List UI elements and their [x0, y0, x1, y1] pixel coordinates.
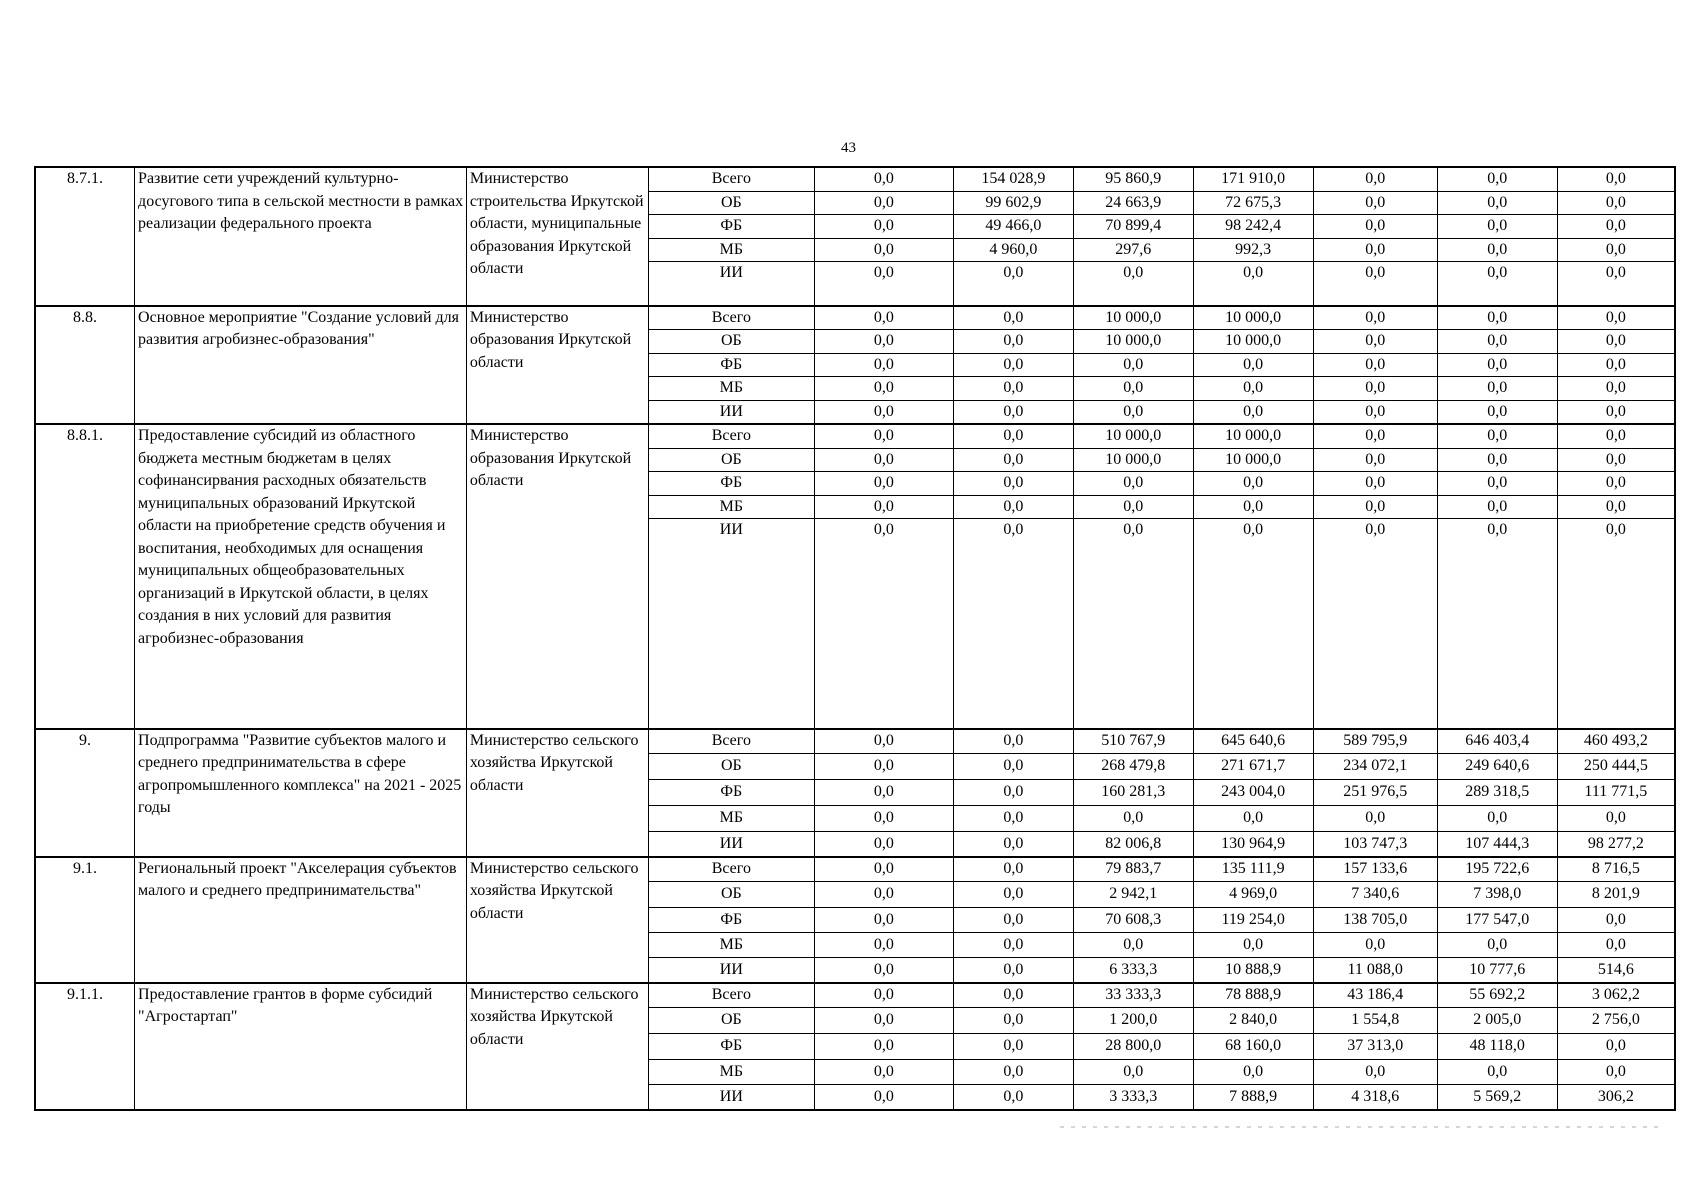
amount-cell: 0,0: [1193, 495, 1313, 519]
amount-cell: 0,0: [1313, 1060, 1437, 1085]
amount-cell: 10 000,0: [1073, 330, 1193, 354]
funding-source: МБ: [648, 495, 814, 519]
amount-cell: 0,0: [1313, 806, 1437, 832]
table-row: [35, 424, 1675, 448]
amount-cell: 0,0: [814, 495, 953, 519]
amount-cell: 0,0: [814, 983, 953, 1008]
executor: Министерство образования Иркутской области: [466, 424, 648, 729]
row-index: 9.1.1.: [35, 983, 135, 1110]
amount-cell: 119 254,0: [1193, 908, 1313, 933]
amount-cell: 0,0: [1193, 353, 1313, 377]
amount-cell: 0,0: [1193, 472, 1313, 496]
amount-cell: 0,0: [1313, 191, 1437, 215]
executor: Министерство сельского хозяйства Иркутской области: [466, 857, 648, 983]
amount-cell: 0,0: [953, 519, 1073, 729]
row-index: 8.7.1.: [35, 167, 135, 306]
amount-cell: 43 186,4: [1313, 983, 1437, 1008]
funding-source: ФБ: [648, 780, 814, 806]
amount-cell: 0,0: [1437, 933, 1557, 958]
funding-source: ОБ: [648, 330, 814, 354]
amount-cell: 0,0: [953, 806, 1073, 832]
amount-cell: 0,0: [1193, 377, 1313, 401]
amount-cell: 79 883,7: [1073, 857, 1193, 882]
amount-cell: 0,0: [953, 832, 1073, 857]
row-index: 8.8.1.: [35, 424, 135, 729]
amount-cell: 0,0: [1557, 472, 1675, 496]
funding-source: Всего: [648, 306, 814, 330]
funding-source: Всего: [648, 857, 814, 882]
amount-cell: 289 318,5: [1437, 780, 1557, 806]
amount-cell: 0,0: [1313, 448, 1437, 472]
amount-cell: 0,0: [1437, 215, 1557, 239]
amount-cell: 0,0: [953, 353, 1073, 377]
row-index: 9.: [35, 729, 135, 857]
amount-cell: 0,0: [1073, 495, 1193, 519]
amount-cell: 514,6: [1557, 958, 1675, 983]
amount-cell: 0,0: [814, 167, 953, 191]
amount-cell: 0,0: [953, 958, 1073, 983]
amount-cell: 0,0: [1437, 377, 1557, 401]
amount-cell: 0,0: [814, 1034, 953, 1060]
amount-cell: 0,0: [1557, 933, 1675, 958]
amount-cell: 0,0: [953, 424, 1073, 448]
amount-cell: 2 756,0: [1557, 1008, 1675, 1034]
amount-cell: 234 072,1: [1313, 754, 1437, 780]
amount-cell: 2 005,0: [1437, 1008, 1557, 1034]
amount-cell: 0,0: [814, 908, 953, 933]
amount-cell: 10 000,0: [1193, 306, 1313, 330]
amount-cell: 4 318,6: [1313, 1085, 1437, 1110]
amount-cell: 0,0: [1193, 400, 1313, 424]
amount-cell: 0,0: [814, 377, 953, 401]
amount-cell: 68 160,0: [1193, 1034, 1313, 1060]
amount-cell: 3 333,3: [1073, 1085, 1193, 1110]
amount-cell: 10 000,0: [1193, 448, 1313, 472]
amount-cell: 0,0: [953, 306, 1073, 330]
row-index: 9.1.: [35, 857, 135, 983]
amount-cell: 0,0: [814, 780, 953, 806]
amount-cell: 0,0: [1073, 519, 1193, 729]
funding-source: Всего: [648, 729, 814, 754]
amount-cell: 171 910,0: [1193, 167, 1313, 191]
activity-name: Подпрограмма "Развитие субъектов малого и среднего предпринимательства в сфере агропромышленного комплекса" на 2021 - 2025 годы: [135, 729, 467, 857]
amount-cell: 0,0: [1557, 262, 1675, 306]
amount-cell: 48 118,0: [1437, 1034, 1557, 1060]
activity-name: Предоставление субсидий из областного бюджета местным бюджетам в целях софинансирвания расходных обязательств муниципальных образований Иркутской области на приобретение средств обучения и воспитания, необходимых для оснащения муниципальных общеобразовательных организаций в Иркутской области, в целях создания в них условий для развития агробизнес-образования: [135, 424, 467, 729]
amount-cell: 0,0: [1437, 353, 1557, 377]
amount-cell: 7 340,6: [1313, 882, 1437, 908]
amount-cell: 107 444,3: [1437, 832, 1557, 857]
amount-cell: 0,0: [953, 330, 1073, 354]
amount-cell: 0,0: [814, 215, 953, 239]
amount-cell: 24 663,9: [1073, 191, 1193, 215]
funding-source: ИИ: [648, 262, 814, 306]
table-row: [35, 857, 1675, 882]
amount-cell: 0,0: [814, 1008, 953, 1034]
amount-cell: 992,3: [1193, 238, 1313, 262]
amount-cell: 0,0: [1313, 400, 1437, 424]
amount-cell: 135 111,9: [1193, 857, 1313, 882]
amount-cell: 0,0: [1437, 306, 1557, 330]
amount-cell: 0,0: [1313, 377, 1437, 401]
amount-cell: 0,0: [814, 238, 953, 262]
amount-cell: 10 000,0: [1073, 306, 1193, 330]
amount-cell: 0,0: [1437, 448, 1557, 472]
table-row: [35, 983, 1675, 1008]
funding-source: МБ: [648, 238, 814, 262]
amount-cell: 0,0: [1073, 353, 1193, 377]
amount-cell: 0,0: [1073, 933, 1193, 958]
amount-cell: 0,0: [1193, 806, 1313, 832]
amount-cell: 1 200,0: [1073, 1008, 1193, 1034]
amount-cell: 0,0: [1437, 262, 1557, 306]
funding-source: ФБ: [648, 215, 814, 239]
amount-cell: 0,0: [1557, 167, 1675, 191]
funding-source: ИИ: [648, 519, 814, 729]
amount-cell: 0,0: [1437, 424, 1557, 448]
amount-cell: 10 000,0: [1073, 424, 1193, 448]
amount-cell: 268 479,8: [1073, 754, 1193, 780]
amount-cell: 4 969,0: [1193, 882, 1313, 908]
amount-cell: 0,0: [953, 882, 1073, 908]
amount-cell: 95 860,9: [1073, 167, 1193, 191]
executor: Министерство сельского хозяйства Иркутской области: [466, 983, 648, 1110]
amount-cell: 0,0: [1557, 238, 1675, 262]
amount-cell: 37 313,0: [1313, 1034, 1437, 1060]
amount-cell: 0,0: [814, 424, 953, 448]
table-row: [35, 306, 1675, 330]
amount-cell: 78 888,9: [1193, 983, 1313, 1008]
amount-cell: 250 444,5: [1557, 754, 1675, 780]
amount-cell: 0,0: [1557, 191, 1675, 215]
amount-cell: 11 088,0: [1313, 958, 1437, 983]
amount-cell: 49 466,0: [953, 215, 1073, 239]
amount-cell: 0,0: [1437, 495, 1557, 519]
amount-cell: 0,0: [1437, 472, 1557, 496]
amount-cell: 0,0: [1557, 377, 1675, 401]
amount-cell: 271 671,7: [1193, 754, 1313, 780]
activity-name: Основное мероприятие "Создание условий для развития агробизнес-образования": [135, 306, 467, 425]
amount-cell: 0,0: [1193, 1060, 1313, 1085]
amount-cell: 0,0: [1073, 806, 1193, 832]
table-row: [35, 729, 1675, 754]
amount-cell: 645 640,6: [1193, 729, 1313, 754]
amount-cell: 0,0: [1073, 400, 1193, 424]
funding-source: ОБ: [648, 1008, 814, 1034]
amount-cell: 0,0: [953, 754, 1073, 780]
amount-cell: 0,0: [1437, 191, 1557, 215]
amount-cell: 82 006,8: [1073, 832, 1193, 857]
funding-source: МБ: [648, 377, 814, 401]
amount-cell: 8 716,5: [1557, 857, 1675, 882]
amount-cell: 0,0: [1313, 167, 1437, 191]
amount-cell: 0,0: [1073, 472, 1193, 496]
executor: Министерство образования Иркутской области: [466, 306, 648, 425]
amount-cell: 103 747,3: [1313, 832, 1437, 857]
amount-cell: 0,0: [1313, 933, 1437, 958]
funding-source: Всего: [648, 424, 814, 448]
amount-cell: 0,0: [1437, 1060, 1557, 1085]
amount-cell: 0,0: [814, 754, 953, 780]
amount-cell: 0,0: [1437, 519, 1557, 729]
page-number: 43: [841, 140, 856, 156]
amount-cell: 0,0: [1073, 1060, 1193, 1085]
funding-source: ОБ: [648, 754, 814, 780]
amount-cell: 0,0: [814, 262, 953, 306]
budget-table: [34, 166, 1676, 1111]
funding-source: Всего: [648, 983, 814, 1008]
amount-cell: 0,0: [953, 495, 1073, 519]
table-body: [35, 167, 1675, 1110]
amount-cell: 0,0: [1193, 519, 1313, 729]
amount-cell: 0,0: [1557, 424, 1675, 448]
amount-cell: 0,0: [814, 306, 953, 330]
amount-cell: 0,0: [953, 377, 1073, 401]
amount-cell: 0,0: [953, 983, 1073, 1008]
amount-cell: 0,0: [953, 1085, 1073, 1110]
amount-cell: 0,0: [1437, 806, 1557, 832]
amount-cell: 251 976,5: [1313, 780, 1437, 806]
amount-cell: 0,0: [814, 882, 953, 908]
funding-source: ОБ: [648, 448, 814, 472]
amount-cell: 70 899,4: [1073, 215, 1193, 239]
amount-cell: 249 640,6: [1437, 754, 1557, 780]
amount-cell: 10 000,0: [1193, 424, 1313, 448]
amount-cell: 0,0: [1313, 519, 1437, 729]
amount-cell: 0,0: [1557, 215, 1675, 239]
amount-cell: 0,0: [814, 1085, 953, 1110]
amount-cell: 0,0: [1557, 908, 1675, 933]
funding-source: ИИ: [648, 1085, 814, 1110]
amount-cell: 98 277,2: [1557, 832, 1675, 857]
amount-cell: 0,0: [1557, 1060, 1675, 1085]
amount-cell: 0,0: [953, 908, 1073, 933]
amount-cell: 0,0: [1313, 495, 1437, 519]
executor: Министерство сельского хозяйства Иркутской области: [466, 729, 648, 857]
amount-cell: 297,6: [1073, 238, 1193, 262]
amount-cell: 0,0: [953, 933, 1073, 958]
amount-cell: 0,0: [953, 780, 1073, 806]
amount-cell: 460 493,2: [1557, 729, 1675, 754]
amount-cell: 111 771,5: [1557, 780, 1675, 806]
amount-cell: 0,0: [814, 832, 953, 857]
amount-cell: 0,0: [1313, 330, 1437, 354]
funding-source: ОБ: [648, 882, 814, 908]
amount-cell: 0,0: [1557, 330, 1675, 354]
amount-cell: 243 004,0: [1193, 780, 1313, 806]
amount-cell: 0,0: [1557, 495, 1675, 519]
activity-name: Развитие сети учреждений культурно-досугового типа в сельской местности в рамках реализации федерального проекта: [135, 167, 467, 306]
amount-cell: 0,0: [1073, 262, 1193, 306]
amount-cell: 0,0: [814, 353, 953, 377]
amount-cell: 0,0: [1437, 238, 1557, 262]
amount-cell: 0,0: [1313, 472, 1437, 496]
amount-cell: 0,0: [1437, 330, 1557, 354]
amount-cell: 0,0: [814, 933, 953, 958]
amount-cell: 8 201,9: [1557, 882, 1675, 908]
amount-cell: 306,2: [1557, 1085, 1675, 1110]
amount-cell: 0,0: [953, 448, 1073, 472]
amount-cell: 99 602,9: [953, 191, 1073, 215]
funding-source: ИИ: [648, 958, 814, 983]
amount-cell: 70 608,3: [1073, 908, 1193, 933]
amount-cell: 0,0: [953, 472, 1073, 496]
funding-source: Всего: [648, 167, 814, 191]
amount-cell: 0,0: [814, 958, 953, 983]
amount-cell: 0,0: [953, 262, 1073, 306]
amount-cell: 7 888,9: [1193, 1085, 1313, 1110]
amount-cell: 1 554,8: [1313, 1008, 1437, 1034]
amount-cell: 0,0: [1313, 262, 1437, 306]
amount-cell: 0,0: [814, 806, 953, 832]
amount-cell: 589 795,9: [1313, 729, 1437, 754]
amount-cell: 0,0: [953, 1034, 1073, 1060]
activity-name: Региональный проект "Акселерация субъектов малого и среднего предпринимательства": [135, 857, 467, 983]
amount-cell: 6 333,3: [1073, 958, 1193, 983]
amount-cell: 646 403,4: [1437, 729, 1557, 754]
amount-cell: 0,0: [1313, 238, 1437, 262]
amount-cell: 0,0: [1557, 353, 1675, 377]
amount-cell: 0,0: [814, 330, 953, 354]
table-row: [35, 167, 1675, 191]
amount-cell: 0,0: [953, 729, 1073, 754]
amount-cell: 0,0: [1313, 215, 1437, 239]
amount-cell: 0,0: [1557, 1034, 1675, 1060]
amount-cell: 10 888,9: [1193, 958, 1313, 983]
amount-cell: 72 675,3: [1193, 191, 1313, 215]
amount-cell: 177 547,0: [1437, 908, 1557, 933]
amount-cell: 0,0: [1313, 306, 1437, 330]
funding-source: ОБ: [648, 191, 814, 215]
amount-cell: 0,0: [1073, 377, 1193, 401]
amount-cell: 4 960,0: [953, 238, 1073, 262]
scan-artifact: [1060, 1126, 1660, 1128]
funding-source: ИИ: [648, 832, 814, 857]
funding-source: МБ: [648, 933, 814, 958]
amount-cell: 33 333,3: [1073, 983, 1193, 1008]
amount-cell: 0,0: [814, 472, 953, 496]
funding-source: ИИ: [648, 400, 814, 424]
amount-cell: 0,0: [1313, 424, 1437, 448]
amount-cell: 0,0: [1557, 519, 1675, 729]
amount-cell: 138 705,0: [1313, 908, 1437, 933]
amount-cell: 0,0: [953, 857, 1073, 882]
amount-cell: 0,0: [1557, 400, 1675, 424]
amount-cell: 157 133,6: [1313, 857, 1437, 882]
row-index: 8.8.: [35, 306, 135, 425]
amount-cell: 130 964,9: [1193, 832, 1313, 857]
amount-cell: 0,0: [953, 1008, 1073, 1034]
activity-name: Предоставление грантов в форме субсидий "Агростартап": [135, 983, 467, 1110]
amount-cell: 10 000,0: [1193, 330, 1313, 354]
amount-cell: 0,0: [1557, 306, 1675, 330]
amount-cell: 3 062,2: [1557, 983, 1675, 1008]
amount-cell: 195 722,6: [1437, 857, 1557, 882]
amount-cell: 28 800,0: [1073, 1034, 1193, 1060]
amount-cell: 98 242,4: [1193, 215, 1313, 239]
amount-cell: 510 767,9: [1073, 729, 1193, 754]
amount-cell: 0,0: [814, 191, 953, 215]
amount-cell: 0,0: [1193, 262, 1313, 306]
amount-cell: 0,0: [953, 1060, 1073, 1085]
amount-cell: 5 569,2: [1437, 1085, 1557, 1110]
funding-source: ФБ: [648, 353, 814, 377]
amount-cell: 160 281,3: [1073, 780, 1193, 806]
funding-source: ФБ: [648, 1034, 814, 1060]
funding-source: ФБ: [648, 472, 814, 496]
amount-cell: 2 840,0: [1193, 1008, 1313, 1034]
amount-cell: 0,0: [814, 448, 953, 472]
amount-cell: 0,0: [814, 857, 953, 882]
amount-cell: 55 692,2: [1437, 983, 1557, 1008]
amount-cell: 0,0: [1437, 400, 1557, 424]
amount-cell: 0,0: [814, 1060, 953, 1085]
amount-cell: 0,0: [1557, 806, 1675, 832]
amount-cell: 0,0: [814, 729, 953, 754]
amount-cell: 0,0: [1437, 167, 1557, 191]
amount-cell: 10 000,0: [1073, 448, 1193, 472]
funding-source: ФБ: [648, 908, 814, 933]
amount-cell: 0,0: [1313, 353, 1437, 377]
amount-cell: 7 398,0: [1437, 882, 1557, 908]
amount-cell: 154 028,9: [953, 167, 1073, 191]
funding-source: МБ: [648, 806, 814, 832]
amount-cell: 0,0: [814, 400, 953, 424]
amount-cell: 0,0: [1193, 933, 1313, 958]
amount-cell: 0,0: [953, 400, 1073, 424]
amount-cell: 0,0: [814, 519, 953, 729]
funding-source: МБ: [648, 1060, 814, 1085]
amount-cell: 0,0: [1557, 448, 1675, 472]
executor: Министерство строительства Иркутской области, муниципальные образования Иркутской области: [466, 167, 648, 306]
amount-cell: 2 942,1: [1073, 882, 1193, 908]
amount-cell: 10 777,6: [1437, 958, 1557, 983]
